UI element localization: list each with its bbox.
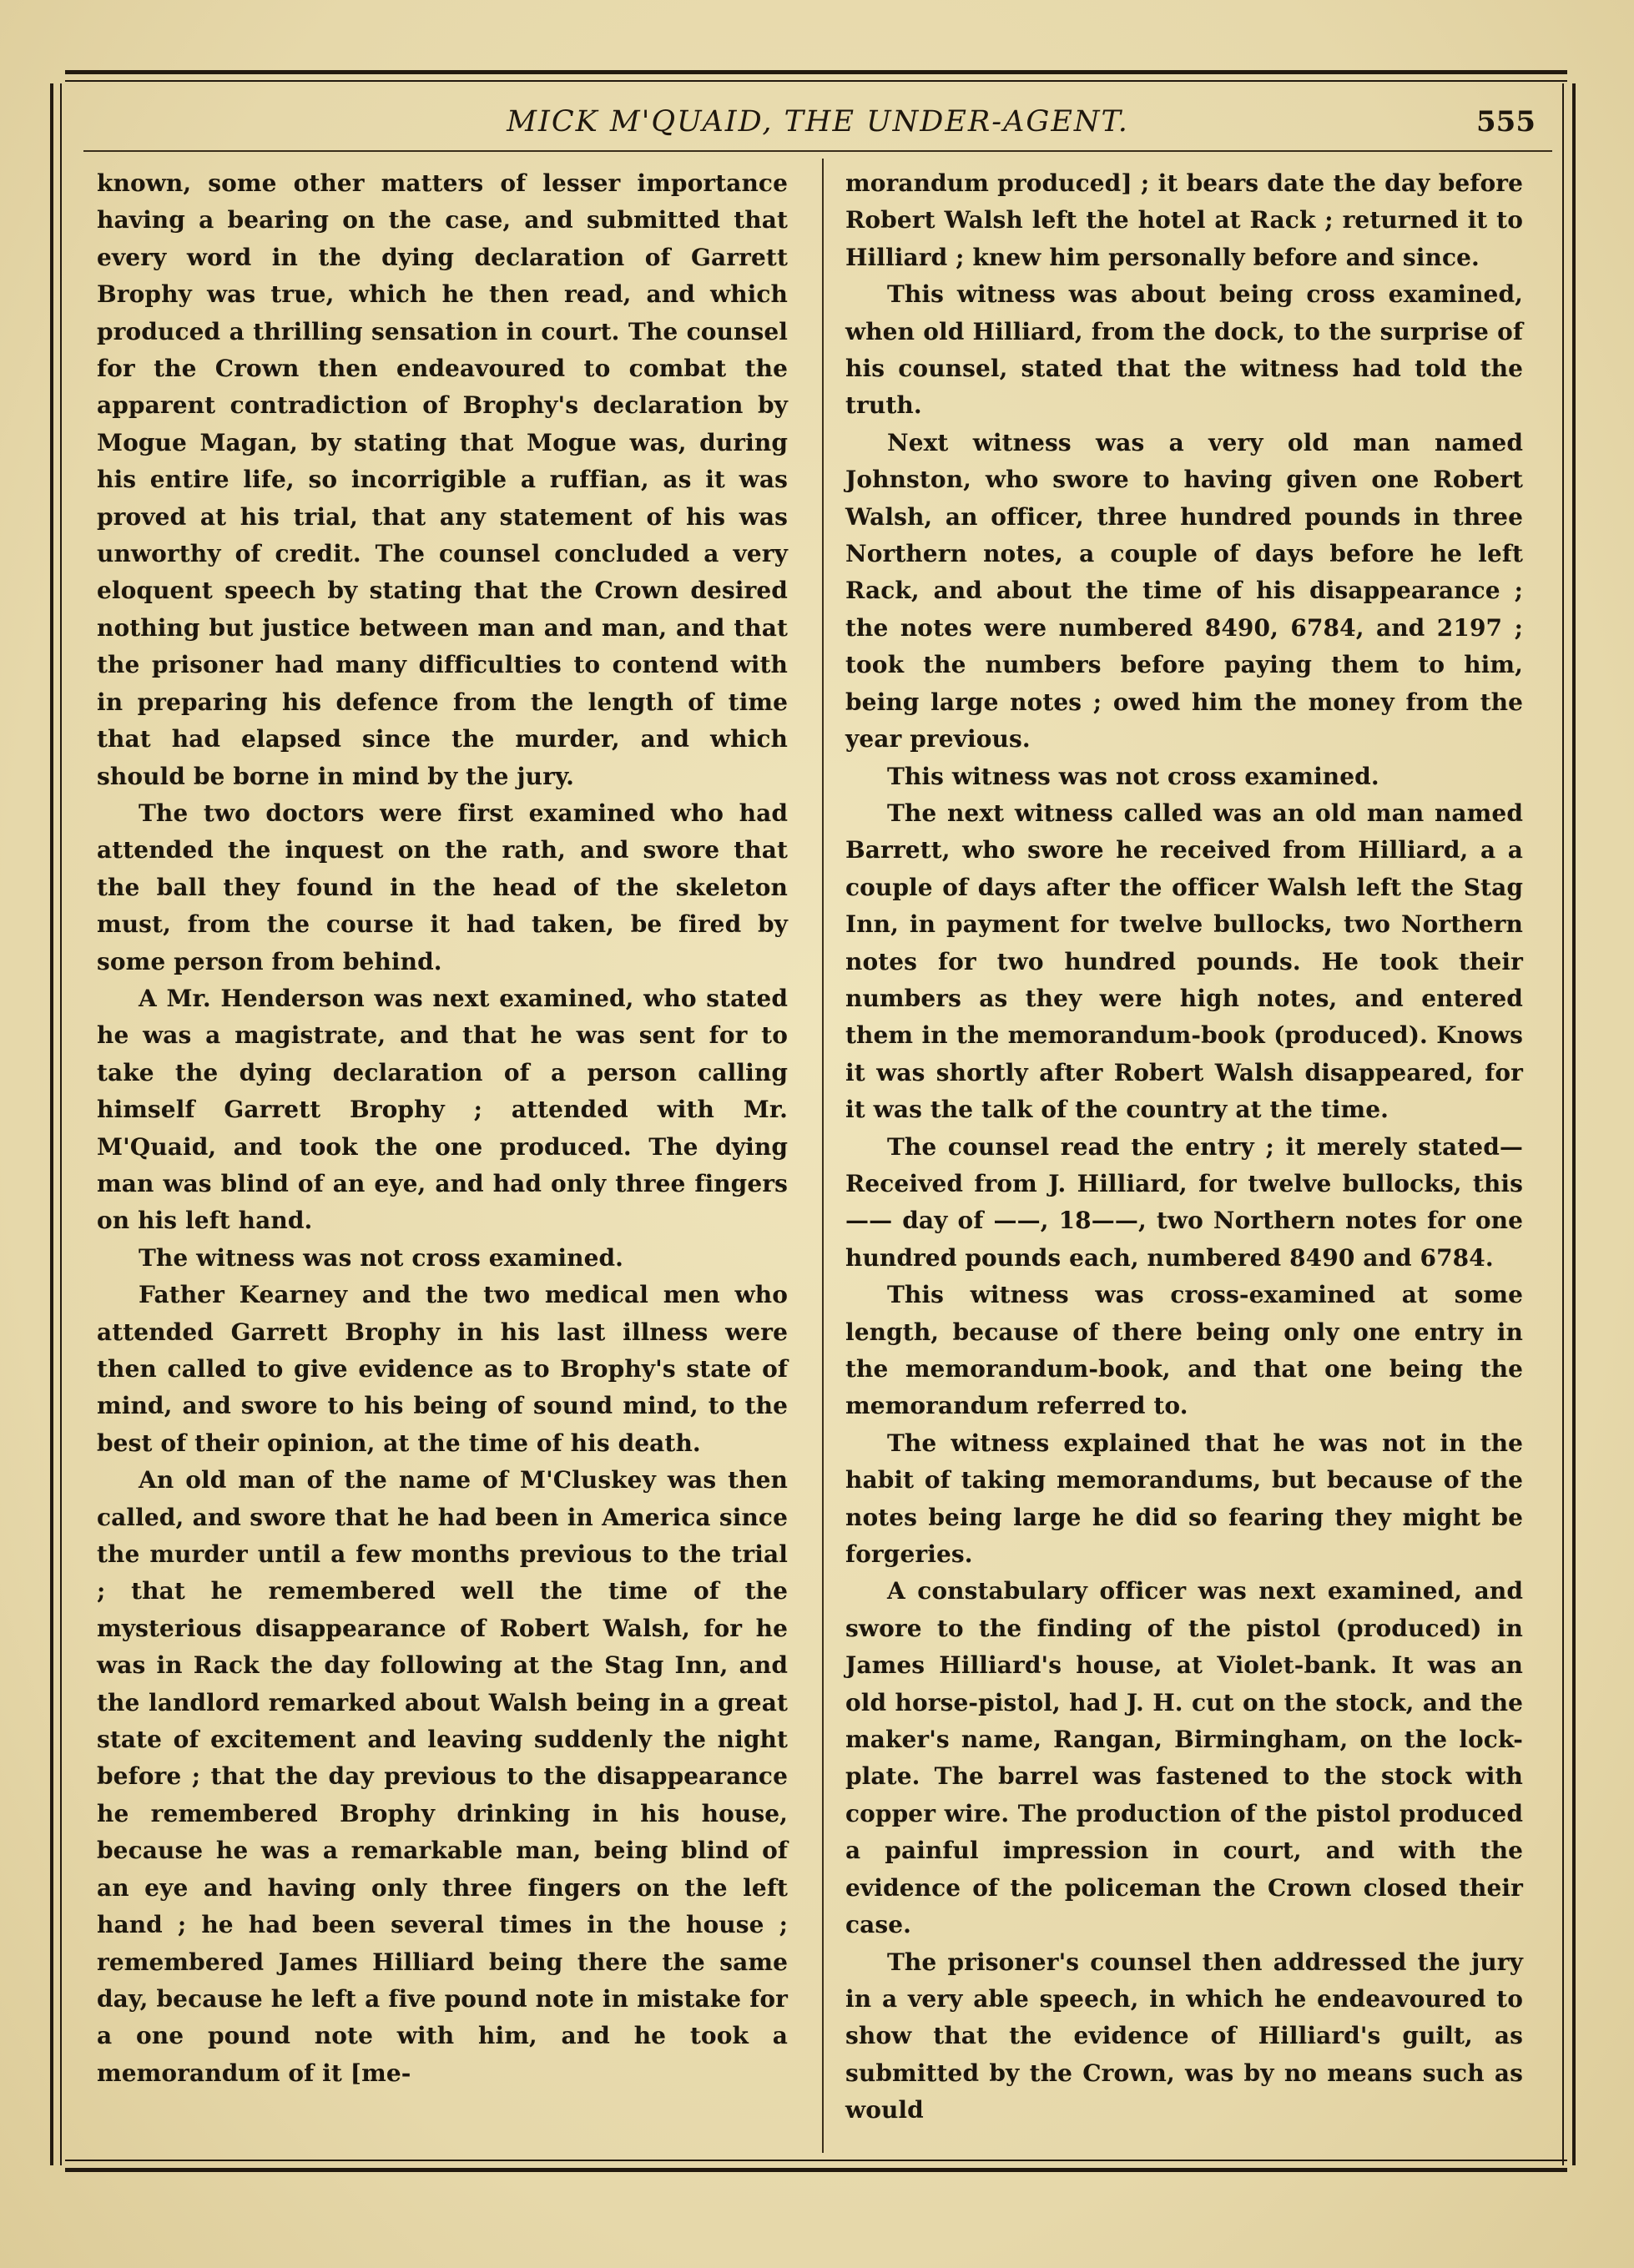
frame-rule-bottom [65,2168,1567,2172]
frame-rule-right [1572,83,1576,2165]
right-column [845,165,1523,2129]
paragraph: known, some other matters of lesser importance having a bearing on the case, and submitted that every word in the dying declaration of Garrett Brophy was true, which he then read, and which produced a thrilling sensation in court. The counsel for the Crown then endeavoured to combat the apparent contradiction of Brophy's declaration by Mogue Magan, by stating that Mogue was, during his entire life, so incorrigible a ruffian, as it was proved at his trial, that any statement of his was unworthy of credit. The counsel concluded a very eloquent speech by stating that the Crown desired nothing but justice between man and man, and that the prisoner had many difficulties to contend with in preparing his defence from the length of time that had elapsed since the murder, and which should be borne in mind by the jury. [97,169,788,790]
paragraph: The next witness called was an old man named Barrett, who swore he received from Hilliard, a a couple of days after the officer Walsh left the Stag Inn, in payment for twelve bullocks, two Northern notes for two hundred pounds. He took their numbers as they were high notes, and entered them in the memorandum-book (produced). Knows it was shortly after Robert Walsh disappeared, for it was the talk of the country at the time. [845,799,1523,1124]
frame-rule-left-inner [60,83,62,2165]
frame-rule-right-inner [1562,83,1564,2165]
paragraph: This witness was about being cross examined, when old Hilliard, from the dock, to the surprise of his counsel, stated that the witness had told the truth. [845,280,1523,420]
paragraph: Next witness was a very old man named Johnston, who swore to having given one Robert Walsh, an officer, three hundred pounds in three Northern notes, a couple of days before he left Rack, and about the time of his disappearance ; the notes were numbered 8490, 6784, and 2197 ; took the numbers before paying them to him, being large notes ; owed him the money from the year previous. [845,428,1523,753]
header-rule [83,150,1552,152]
paragraph: This witness was not cross examined. [887,762,1379,790]
page-number: 555 [1476,105,1536,139]
paragraph: A Mr. Henderson was next examined, who stated he was a magistrate, and that he was sent for to take the dying declaration of a person calling himself Garrett Brophy ; attended with Mr. M'Quaid, and took the one produced. The dying man was blind of an eye, and had only three fingers on his left hand. [97,984,788,1235]
running-title: MICK M'QUAID, THE UNDER-AGENT. [507,105,1129,139]
paragraph: The prisoner's counsel then addressed the jury in a very able speech, in which he endeavoured to show that the evidence of Hilliard's guilt, as submitted by the Crown, was by no means such as would [845,1948,1523,2124]
paragraph: The counsel read the entry ; it merely stated— Received from J. Hilliard, for twelve bullocks, this —— day of ——, 18——, two Northern notes for one hundred pounds each, numbered 8490 and 6784. [845,1132,1523,1272]
paragraph: An old man of the name of M'Cluskey was then called, and swore that he had been in America since the murder until a few months previous to the trial ; that he remembered well the time of the mysterious disappearance of Robert Walsh, for he was in Rack the day following at the Stag Inn, and the landlord remarked about Walsh being in a great state of excitement and leaving suddenly the night before ; that the day previous to the disappearance he remembered Brophy drinking in his house, because he was a remarkable man, being blind of an eye and having only three fingers on the left hand ; he had been several times in the house ; remembered James Hilliard being there the same day, because he left a five pound note in mistake for a one pound note with him, and he took a memorandum of it [me- [97,1466,788,2087]
frame-rule-top [65,70,1567,74]
paragraph: Father Kearney and the two medical men who attended Garrett Brophy in his last illness were then called to give evidence as to Brophy's state of mind, and swore to his being of sound mind, to the best of their opinion, at the time of his death. [97,1281,788,1457]
paragraph: The witness was not cross examined. [139,1243,624,1272]
paragraph: morandum produced] ; it bears date the day before Robert Walsh left the hotel at Rack ; returned it to Hilliard ; knew him personally before and since. [845,169,1523,271]
paragraph: A constabulary officer was next examined, and swore to the finding of the pistol (produced) in James Hilliard's house, at Violet-bank. It was an old horse-pistol, had J. H. cut on the stock, and the maker's name, Rangan, Birmingham, on the lock-plate. The barrel was fastened to the stock with copper wire. The production of the pistol produced a painful impression in court, and with the evidence of the policeman the Crown closed their case. [845,1577,1523,1939]
paragraph: The witness explained that he was not in the habit of taking memorandums, but because of the notes being large he did so fearing they might be forgeries. [845,1429,1523,1569]
frame-rule-left [50,83,53,2165]
left-column [97,165,788,2092]
paragraph: The two doctors were first examined who had attended the inquest on the rath, and swore that the ball they found in the head of the skeleton must, from the course it had taken, be fired by some person from behind. [97,799,788,975]
frame-rule-bottom-inner [65,2160,1567,2161]
frame-rule-top-inner [65,80,1567,82]
paragraph: This witness was cross-examined at some length, because of there being only one entry in the memorandum-book, and that one being the memorandum referred to. [845,1281,1523,1420]
running-head [83,98,1552,149]
column-divider [822,159,824,2153]
